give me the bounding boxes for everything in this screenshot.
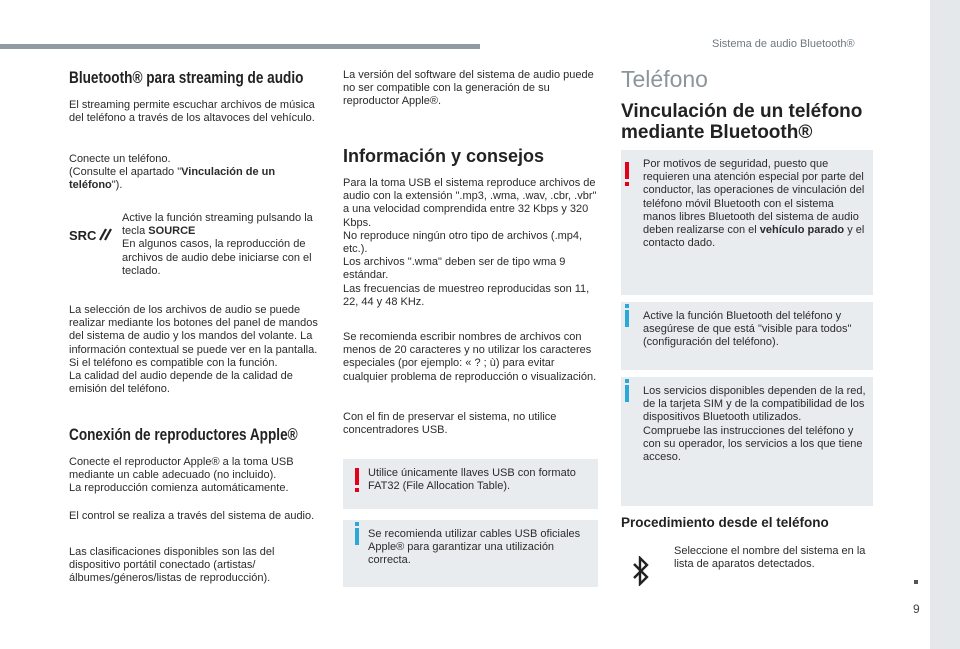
unsupported-formats: No reproduce ningún otro tipo de archivos (.mp4, etc.). <box>343 229 583 256</box>
heading-bluetooth-streaming: Bluetooth® para streaming de audio <box>69 68 304 87</box>
heading-pairing: Vinculación de un teléfono mediante Bluetooth® <box>621 101 863 143</box>
warning-icon <box>355 468 359 485</box>
paragraph-control-audio: El control se realiza a través del sistema de audio. <box>69 510 315 522</box>
paragraph-usb-formats <box>343 177 601 309</box>
safety-text-a: Por motivos de seguridad, puesto que requieren una atención especial por parte del conductor, las operaciones de vinculación del teléfono móvil Bluetooth con el sistema manos libres Bluetooth del sistema de audio deben realizarse con el <box>643 158 865 237</box>
connect-phone-ref-bold: Vinculación de un teléfono <box>69 166 276 192</box>
warning-icon <box>625 162 629 179</box>
file-selection-text: La selección de los archivos de audio se puede realizar mediante los botones del panel de mandos del sistema de audio y los mandos del volante. La información contextual se puede ver en la pantalla. <box>69 304 318 356</box>
safety-text-b: y el contacto dado. <box>643 224 865 250</box>
info-box-activate-bluetooth <box>621 302 873 370</box>
info-icon <box>355 528 359 545</box>
activate-streaming-text: Active la función streaming pulsando la tecla <box>122 212 313 238</box>
autoplay-note: La reproducción comienza automáticamente. <box>69 482 289 495</box>
warning-box-usb-format <box>343 459 598 509</box>
heading-info-tips: Información y consejos <box>343 146 545 166</box>
warning-usb-format-text: Utilice únicamente llaves USB con formato FAT32 (File Allocation Table). <box>368 467 576 493</box>
header-rule <box>0 44 480 49</box>
continuation-marker <box>914 580 918 584</box>
quality-note: La calidad del audio depende de la calidad de emisión del teléfono. <box>69 370 293 396</box>
paragraph-activate-streaming <box>122 212 322 278</box>
paragraph-software-version: La versión del software del sistema de audio puede no ser compatible con la generación de su reproductor Apple®. <box>343 69 594 108</box>
source-button-icon <box>69 225 117 245</box>
keyboard-note: En algunos casos, la reproducción de archivos de audio debe iniciarse con el teclado. <box>122 238 312 277</box>
services-text-b: Compruebe las instrucciones del teléfono y con su operador, los servicios a los que tiene acceso. <box>643 424 863 464</box>
warning-box-safety <box>621 150 873 295</box>
bluetooth-icon <box>630 556 652 586</box>
services-text-a: Los servicios disponibles dependen de la red, de la tarjeta SIM y de la compatibilidad de los dispositivos Bluetooth utilizados. <box>643 385 866 424</box>
paragraph-streaming-intro: El streaming permite escuchar archivos de música del teléfono a través de los altavoces del vehículo. <box>69 99 315 125</box>
src-icon-text: SRC <box>69 228 97 243</box>
vehicle-stopped: vehículo parado <box>759 224 845 237</box>
info-icon <box>625 385 629 402</box>
usb-formats-text: Para la toma USB el sistema reproduce archivos de audio con la extensión ".mp3, .wma, .wav, .cbr, .vbr" a una velocidad comprendida entre 32 Kbps y 320 Kbps. <box>343 177 597 229</box>
page-edge-strip <box>930 0 960 649</box>
paragraph-connect-phone <box>69 153 325 193</box>
sampling-rates: Las frecuencias de muestreo reproducidas son 11, 22, 44 y 48 KHz. <box>343 282 590 308</box>
paragraph-file-selection <box>69 304 327 396</box>
connect-phone-ref-open: (Consulte el apartado " <box>69 166 182 179</box>
warning-safety-text <box>643 158 869 250</box>
info-services-text <box>643 385 869 464</box>
connect-phone-line: Conecte un teléfono. <box>69 153 171 165</box>
paragraph-classifications: Las clasificaciones disponibles son las del dispositivo portátil conectado (artistas/álbumes/géneros/listas de reproducción). <box>69 546 275 585</box>
info-activate-bluetooth-text: Active la función Bluetooth del teléfono y asegúrese de que está "visible para todos" (configuración del teléfono). <box>643 310 852 349</box>
heading-telefono: Teléfono <box>621 66 708 92</box>
paragraph-usb-hubs: Con el fin de preservar el sistema, no utilice concentradores USB. <box>343 411 557 437</box>
compatibility-note: Si el teléfono es compatible con la función. <box>69 356 278 369</box>
page-number: 9 <box>913 602 920 616</box>
paragraph-apple-connect <box>69 456 325 496</box>
paragraph-select-system: Seleccione el nombre del sistema en la lista de aparatos detectados. <box>674 545 866 571</box>
wma-note: Los archivos ".wma" deben ser de tipo wma 9 estándar. <box>343 256 566 282</box>
info-apple-cables-text: Se recomienda utilizar cables USB oficiales Apple® para garantizar una utilización correcta. <box>368 528 581 567</box>
heading-procedure: Procedimiento desde el teléfono <box>621 515 829 530</box>
source-key-label: SOURCE <box>148 225 196 238</box>
info-box-apple-cables <box>343 520 598 587</box>
apple-connect-text: Conecte el reproductor Apple® a la toma USB mediante un cable adecuado (no incluido). <box>69 456 294 482</box>
running-header: Sistema de audio Bluetooth® <box>712 38 855 50</box>
paragraph-filenames: Se recomienda escribir nombres de archivos con menos de 20 caracteres y no utilizar los caracteres especiales (por ejemplo: « ? ; ù) para evitar cualquier problema de reproducción o visualización. <box>343 331 597 383</box>
heading-apple-players: Conexión de reproductores Apple® <box>69 425 298 444</box>
connect-phone-ref-close: "). <box>111 179 123 192</box>
info-box-services <box>621 377 873 506</box>
info-icon <box>625 310 629 327</box>
